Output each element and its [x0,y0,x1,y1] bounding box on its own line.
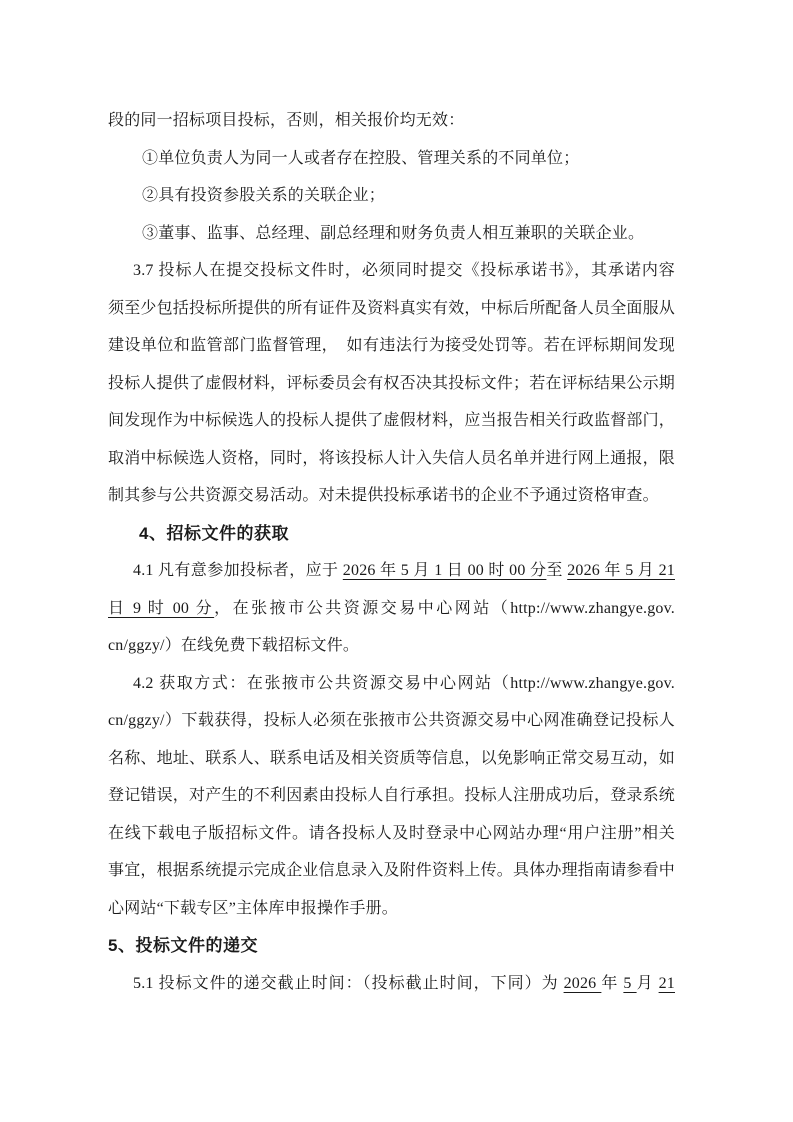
section-heading [108,515,675,553]
text-line [108,252,675,290]
text-segment: ①单位负责人为同一人或者存在控股、管理关系的不同单位； [142,149,580,167]
text-segment: 4、招标文件的获取 [139,523,289,543]
text-segment: 取消中标候选人资格，同时，将该投标人计入失信人员名单并进行网上通报，限 [108,449,676,467]
text-line [108,365,675,403]
underlined-date: 2026 年 5 月 1 日 00 时 00 分 [342,562,547,579]
text-segment: 3.7 投标人在提交投标文件时，必须同时提交《投标承诺书》，其承诺内容 [133,262,675,279]
text-line [108,665,675,703]
text-line [108,477,675,515]
text-line [108,552,675,590]
text-segment: 段的同一招标项目投标，否则，相关报价均无效： [108,112,465,129]
underlined-date: 2026 [563,974,602,992]
text-line [108,590,675,628]
text-segment: 心网站“下载专区”主体库申报操作手册。 [108,899,399,917]
underlined-date: 日 9 时 00 分 [108,599,215,617]
text-segment: 年 [601,974,624,992]
text-segment: 投标人提供了虚假材料，评标委员会有权否决其投标文件；若在评标结果公示期 [108,374,676,392]
text-segment: 须至少包括投标所提供的所有证件及资料真实有效，中标后所配备人员全面服从 [108,299,676,317]
text-line [108,327,675,365]
underlined-date: 5 [623,974,637,992]
text-line [108,965,675,1003]
text-segment: 4.1 凡有意参加投标者，应于 [133,562,343,579]
text-line [108,402,675,440]
text-segment: ③董事、监事、总经理、副总经理和财务负责人相互兼职的关联企业。 [142,224,645,242]
text-segment: 4.2 获取方式：在张掖市公共资源交易中心网站（http://www.zhangye.gov. [133,674,675,692]
text-line [108,440,675,478]
text-line [108,702,675,740]
text-segment: ②具有投资参股关系的关联企业； [142,187,386,204]
text-line [108,815,675,853]
text-line [108,890,675,928]
section-heading [108,927,675,965]
text-segment: 月 [636,974,659,992]
text-line [108,102,675,140]
text-segment: 5、投标文件的递交 [108,936,258,955]
text-segment: 在线下载电子版招标文件。请各投标人及时登录中心网站办理“用户注册”相关 [108,824,675,842]
text-line [108,177,675,215]
text-line [108,290,675,328]
text-segment: 制其参与公共资源交易活动。对未提供投标承诺书的企业不予通过资格审查。 [108,487,659,504]
text-segment: 名称、地址、联系人、联系电话及相关资质等信息，以免影响正常交易互动，如 [108,749,676,767]
underlined-date: 2026 年 5 月 21 [567,562,675,579]
text-segment: 至 [546,562,568,579]
text-line [108,140,675,178]
text-segment: 登记错误，对产生的不利因素由投标人自行承担。投标人注册成功后，登录系统 [108,787,676,804]
text-line [108,852,675,890]
text-segment: 建设单位和监管部门监督管理， 如有违法行为接受处罚等。若在评标期间发现 [108,337,675,354]
text-line [108,777,675,815]
text-segment: 5.1 投标文件的递交截止时间：（投标截止时间，下同）为 [133,974,564,992]
document-content [108,102,675,1002]
text-segment: ，在张掖市公共资源交易中心网站（http://www.zhangye.gov. [214,599,675,617]
text-segment: 间发现作为中标候选人的投标人提供了虚假材料，应当报告相关行政监督部门， [108,412,676,429]
text-segment: cn/ggzy/）在线免费下载招标文件。 [108,637,360,654]
text-line [108,215,675,253]
text-segment: cn/ggzy/）下载获得，投标人必须在张掖市公共资源交易中心网准确登记投标人 [108,712,675,729]
text-segment: 事宜，根据系统提示完成企业信息录入及附件资料上传。具体办理指南请参看中 [108,862,676,879]
underlined-date: 21 [658,974,675,992]
text-line [108,740,675,778]
text-line [108,627,675,665]
